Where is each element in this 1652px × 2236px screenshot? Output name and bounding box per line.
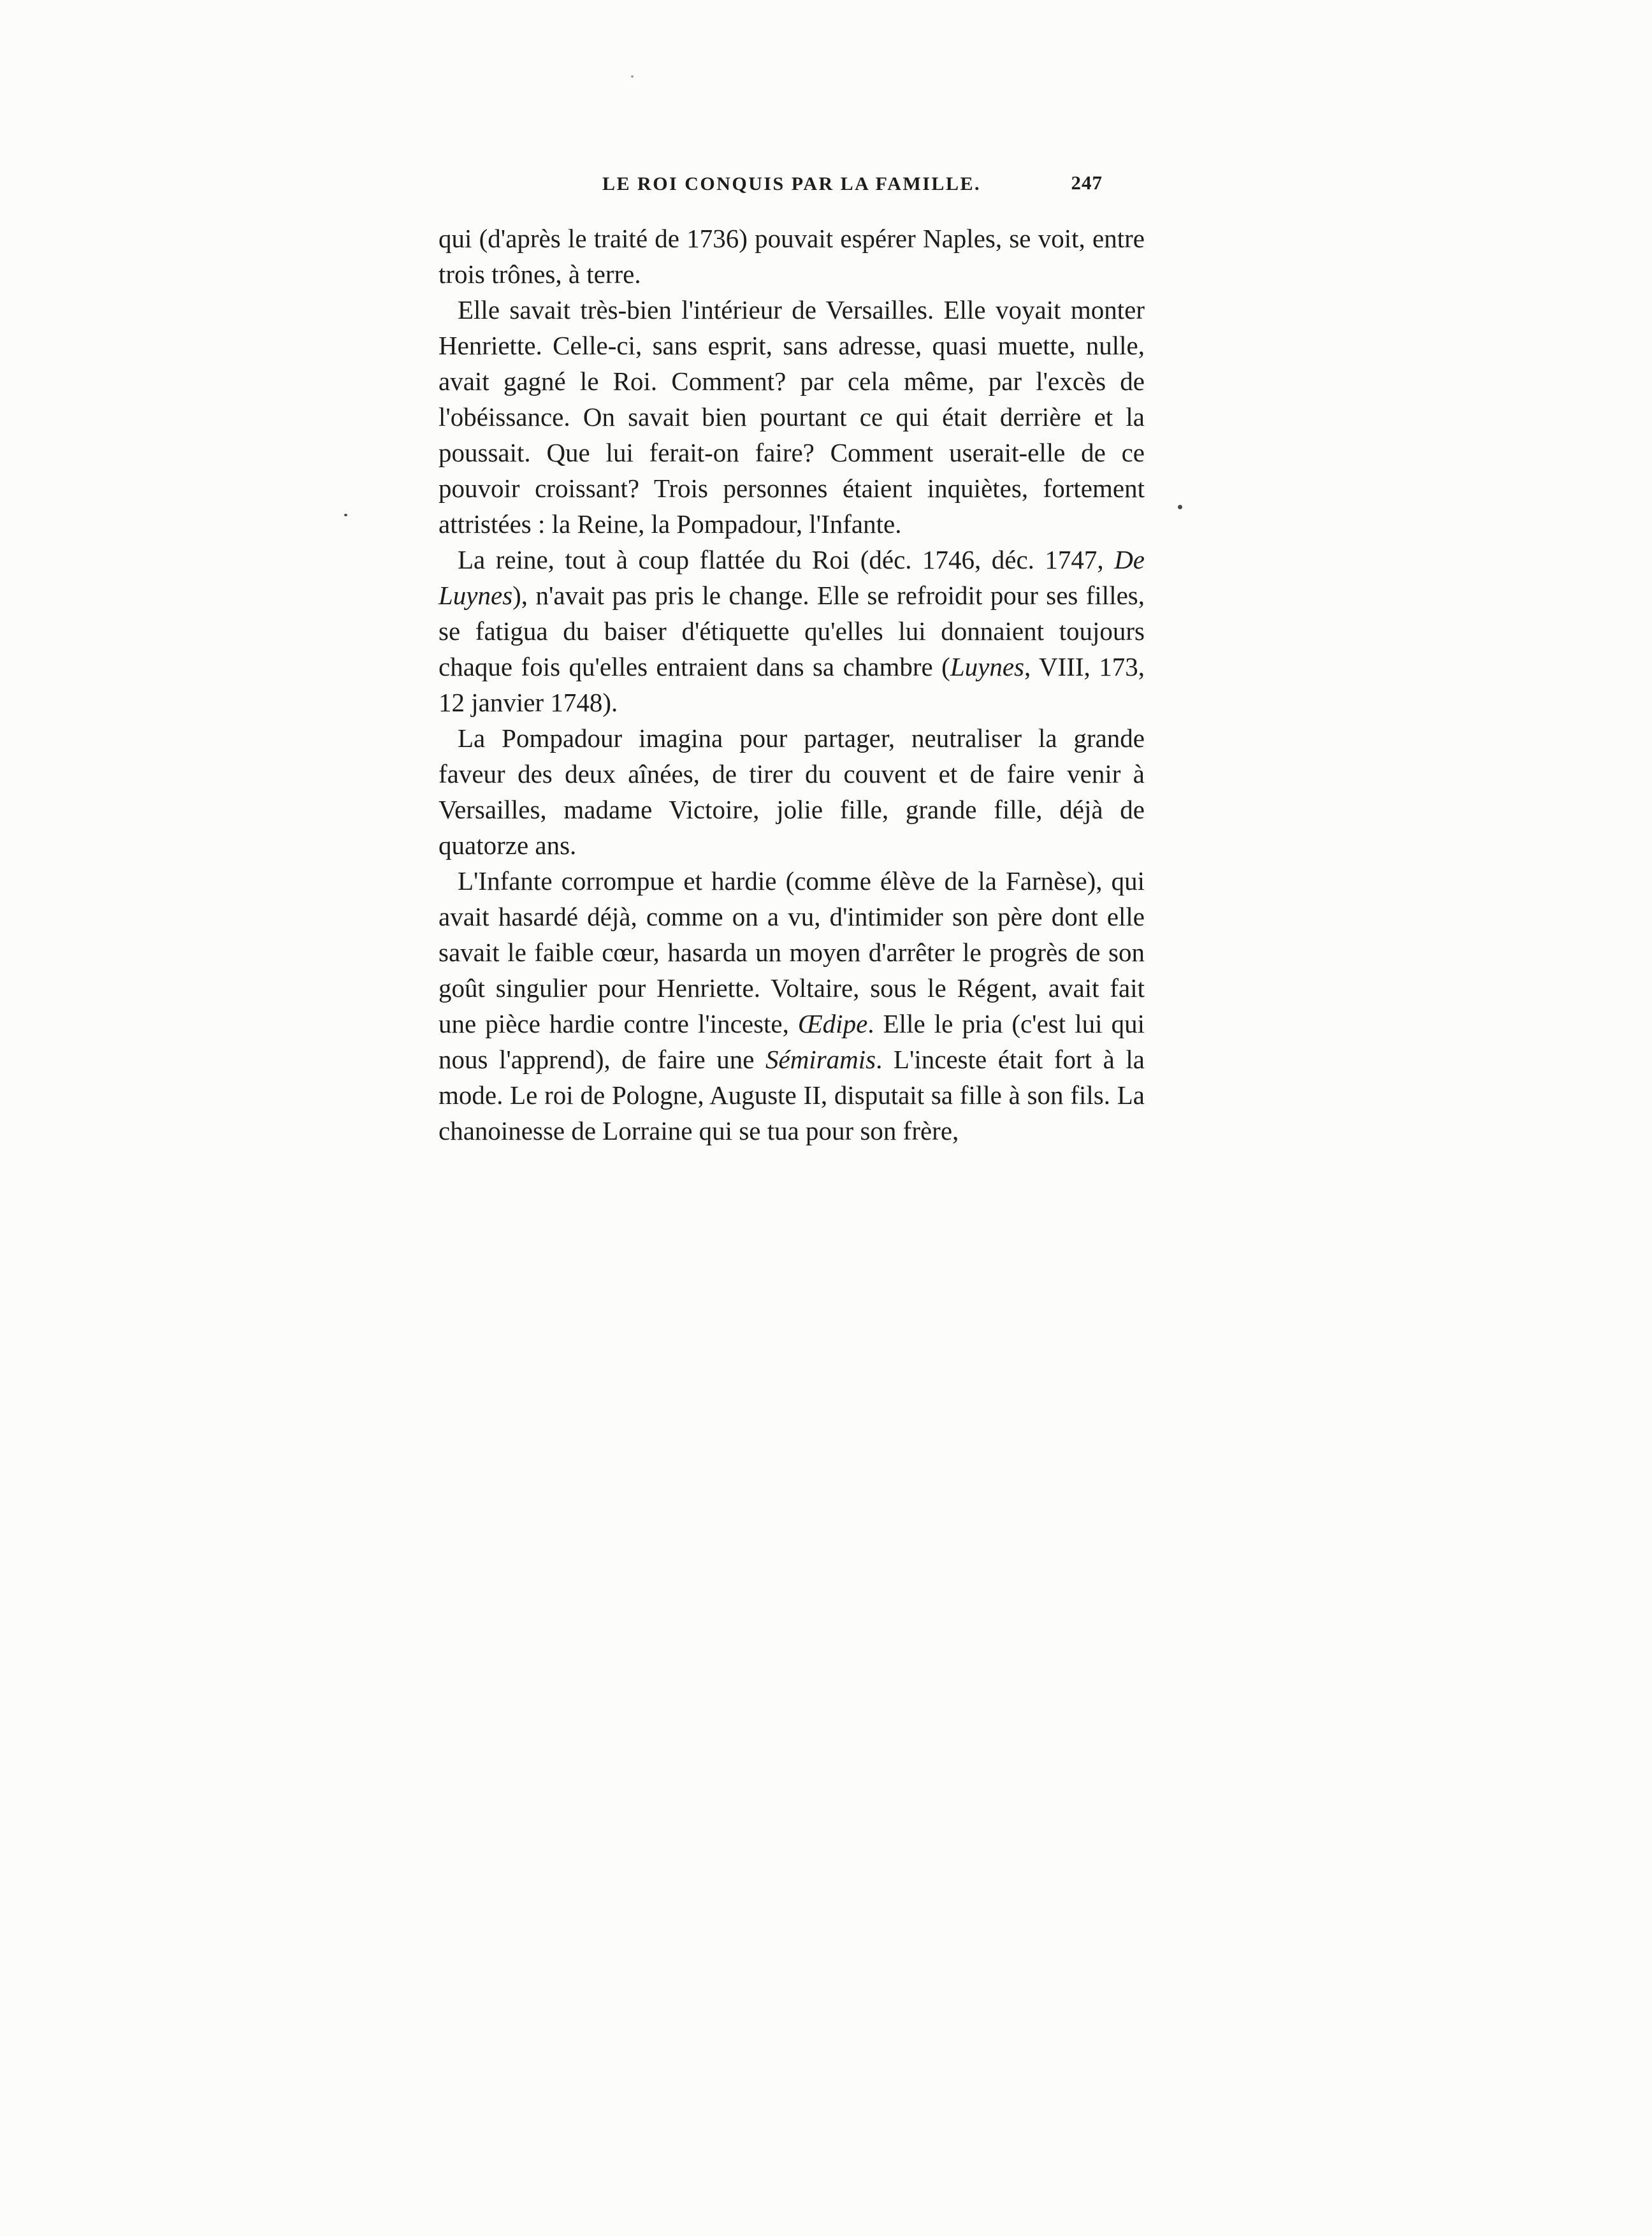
page-number: 247	[1071, 171, 1103, 194]
text-run: La reine, tout à coup flattée du Roi (déc. 1746, déc. 1747,	[458, 545, 1115, 574]
paragraph	[438, 292, 1145, 542]
text-run: . Elle le pria (c'est lui qui nous l'apprend), de faire une	[438, 1009, 1145, 1074]
text-run: La Pompadour imagina pour partager, neutraliser la grande faveur des deux aînées, de tirer du couvent et de faire venir à Versailles, madame Victoire, jolie fille, grande fille, déjà de quatorze ans.	[438, 723, 1145, 860]
page-header	[438, 173, 1145, 195]
text-run: Elle savait très-bien l'intérieur de Versailles. Elle voyait monter Henriette. Celle-ci, sans esprit, sans adresse, quasi muette, nulle, avait gagné le Roi. Comment? par cela même, par l'excès de l'obéissance. On savait bien pourtant ce qui était derrière et la poussait. Que lui ferait-on faire? Comment userait-elle de ce pouvoir croissant? Trois personnes étaient inquiètes, fortement attristées : la Reine, la Pompadour, l'Infante.	[438, 295, 1145, 539]
text-run: . L'inceste était fort à la mode. Le roi de Pologne, Auguste II, disputait sa fille à son fils. La chanoinesse de Lorraine qui se tua pour son frère,	[438, 1045, 1145, 1145]
paragraph	[438, 720, 1145, 863]
paragraph	[438, 863, 1145, 1149]
running-title: LE ROI CONQUIS PAR LA FAMILLE.	[602, 173, 981, 194]
text-run: ), n'avait pas pris le change. Elle se refroidit pour ses filles, se fatigua du baiser d'étiquette qu'elles lui donnaient toujours chaque fois qu'elles entraient dans sa chambre (	[438, 581, 1145, 681]
text-run: , VIII, 173, 12 janvier 1748).	[438, 652, 1145, 717]
scan-speck	[631, 75, 634, 78]
italic-text-run: Luynes	[950, 652, 1024, 681]
italic-text-run: Sémiramis	[765, 1045, 876, 1074]
scan-speck	[1178, 505, 1182, 509]
scan-speck	[344, 514, 347, 516]
paragraph	[438, 542, 1145, 720]
text-block	[438, 221, 1145, 1149]
text-run: qui (d'après le traité de 1736) pouvait espérer Naples, se voit, entre trois trônes, à terre.	[438, 224, 1145, 289]
italic-text-run: Œdipe	[797, 1009, 868, 1038]
paragraph	[438, 221, 1145, 292]
text-run: L'Infante corrompue et hardie (comme élève de la Farnèse), qui avait hasardé déjà, comme on a vu, d'intimider son père dont elle savait le faible cœur, hasarda un moyen d'arrêter le progrès de son goût singulier pour Henriette. Voltaire, sous le Régent, avait fait une pièce hardie contre l'inceste,	[438, 866, 1145, 1038]
italic-text-run: De Luynes	[438, 545, 1145, 610]
